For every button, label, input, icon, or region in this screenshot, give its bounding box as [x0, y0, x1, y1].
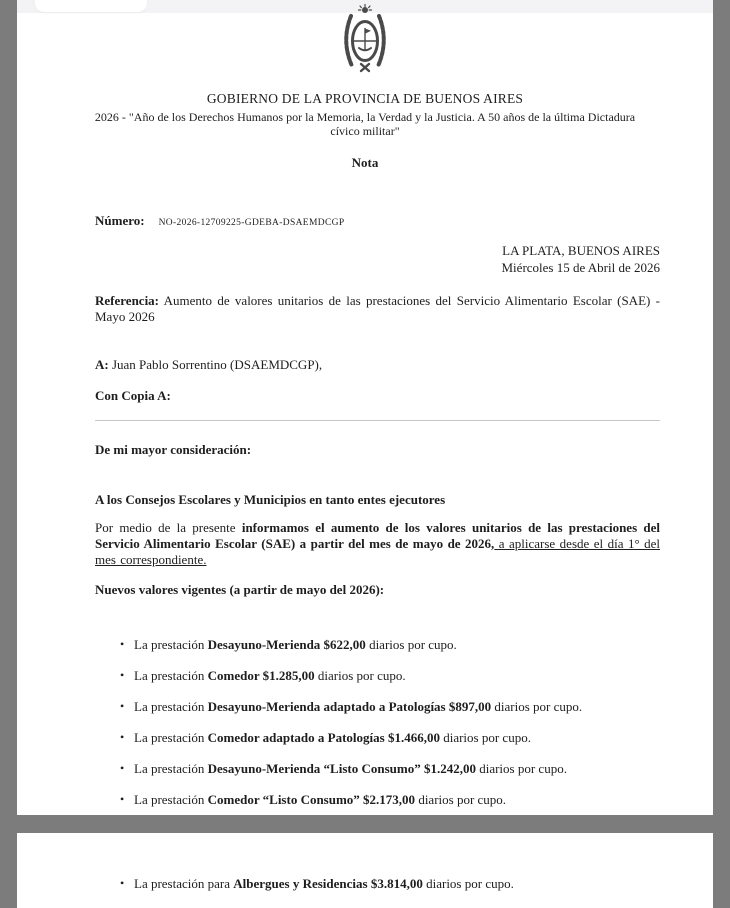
new-values-heading: Nuevos valores vigentes (a partir de mayo del 2026): [95, 582, 385, 598]
bullet-icon: • [120, 668, 125, 683]
place-date-block [95, 243, 660, 277]
list-item-text: La prestación Comedor $1.285,00 diarios por cupo. [134, 668, 406, 684]
list-item-text: La prestación para Albergues y Residencias $3.814,00 diarios por cupo. [134, 876, 514, 891]
document-type-label: Nota [351, 155, 379, 171]
bullet-icon: • [120, 760, 125, 775]
list-item [120, 792, 660, 808]
to-value: Juan Pablo Sorrentino (DSAEMDCGP), [108, 357, 323, 373]
list-item [120, 668, 660, 684]
government-title: GOBIERNO DE LA PROVINCIA DE BUENOS AIRES [206, 91, 524, 106]
cc-row: Con Copia A: [95, 388, 171, 404]
document-page-2 [17, 833, 713, 908]
bullet-icon: • [120, 791, 125, 806]
list-item [120, 637, 660, 653]
reference-block [95, 293, 660, 325]
list-item-text: La prestación Desayuno-Merienda “Listo Consumo” $1.242,00 diarios por cupo. [134, 760, 567, 776]
paragraph-bold: informamos el aumento de los valores unitarios de las prestaciones del Servicio Alimentario Escolar (SAE) a partir del mes de mayo de 2026, [95, 519, 660, 551]
argentina-coat-of-arms-icon [338, 3, 392, 75]
date-line: Miércoles 15 de Abril de 2026 [501, 259, 660, 275]
paragraph-regular: Por medio de la presente [95, 519, 242, 535]
document-number-row [95, 213, 660, 230]
bullet-icon: • [120, 876, 125, 890]
place-line: LA PLATA, BUENOS AIRES [502, 242, 660, 258]
bullet-icon: • [120, 637, 125, 652]
document-body-continued [17, 833, 713, 892]
reference-text: Aumento de valores unitarios de las prestaciones del Servicio Alimentario Escolar (SAE) - Mayo 2026 [95, 292, 660, 324]
paragraph-underlined: a aplicarse desde el día 1° del mes correspondiente. [95, 535, 660, 567]
document-page-1 [17, 0, 713, 815]
document-header [17, 0, 713, 171]
bullet-icon: • [120, 698, 125, 713]
to-label: A: [95, 357, 109, 373]
addressee-row [95, 357, 660, 373]
list-item-text: La prestación Comedor “Listo Consumo” $2.173,00 diarios por cupo. [134, 791, 507, 807]
benefit-values-list-continued [95, 876, 660, 892]
list-item-text: La prestación Desayuno-Merienda $622,00 diarios por cupo. [134, 637, 457, 653]
body-paragraph [95, 520, 660, 568]
list-item-text: La prestación Desayuno-Merienda adaptado a Patologías $897,00 diarios por cupo. [134, 698, 583, 714]
year-motto: 2026 - "Año de los Derechos Humanos por la Memoria, la Verdad y la Justicia. A 50 años de la última Dictadura cívico militar" [94, 110, 636, 139]
addressees-heading: A los Consejos Escolares y Municipios en tanto entes ejecutores [95, 491, 446, 507]
number-value: NO-2026-12709225-GDEBA-DSAEMDCGP [158, 218, 345, 229]
list-item [120, 730, 660, 746]
list-item-text: La prestación Comedor adaptado a Patologías $1.466,00 diarios por cupo. [134, 729, 531, 745]
benefit-values-list [95, 637, 660, 807]
separator-line [95, 420, 660, 421]
bullet-icon: • [120, 729, 125, 744]
list-item [120, 699, 660, 715]
salutation-line: De mi mayor consideración: [95, 442, 252, 458]
list-item [120, 761, 660, 777]
reference-label: Referencia: [95, 292, 160, 308]
list-item [120, 876, 660, 892]
number-label: Número: [95, 213, 145, 229]
document-body [17, 213, 713, 807]
